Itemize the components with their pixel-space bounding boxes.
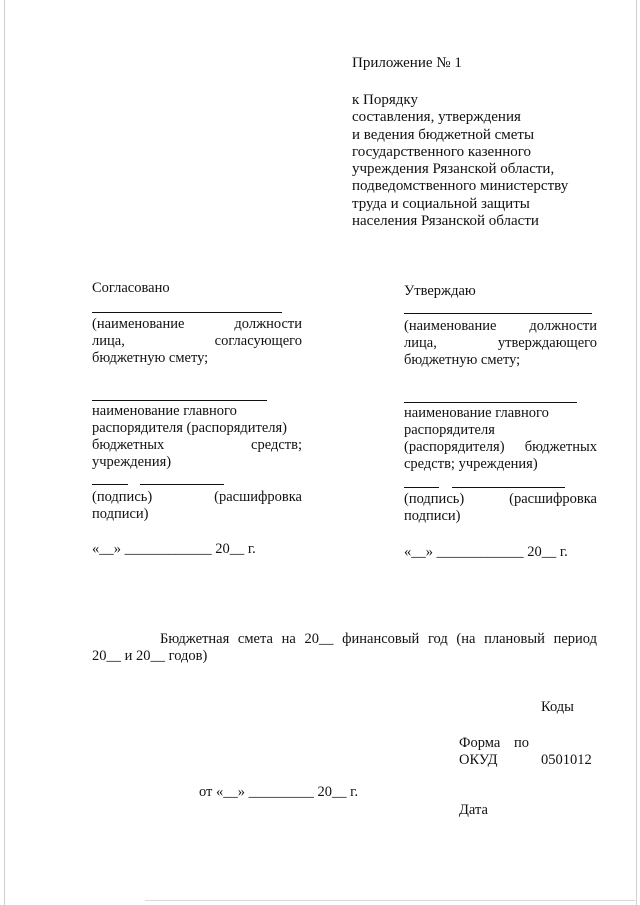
appendix-block — [352, 55, 462, 72]
caption-line: подписи) — [404, 508, 461, 524]
approve-date: «__» ____________ 20__ г. — [404, 544, 568, 560]
approve-signature-line — [404, 487, 439, 488]
appendix-lines — [352, 92, 568, 230]
appendix-line: подведомственного министерству — [352, 178, 569, 195]
caption-line: подписи) — [92, 506, 149, 522]
appendix-line: населения Рязанской области — [352, 213, 539, 230]
okud-code: 0501012 — [541, 752, 592, 768]
approve-signature-caption — [404, 491, 597, 525]
page-edge-left — [4, 0, 5, 905]
form-label — [459, 735, 529, 769]
agreed-heading: Согласовано — [92, 280, 170, 296]
okud-label: ОКУД — [459, 752, 498, 768]
agreed-position-caption — [92, 316, 302, 367]
caption-line: (наименование должности — [404, 318, 597, 334]
caption-line: бюджетную смету; — [92, 350, 209, 366]
approve-heading: Утверждаю — [404, 283, 476, 299]
form-label-line: Форма по — [459, 735, 529, 751]
page-edge-right — [636, 0, 637, 905]
caption-line: лица, согласующего — [92, 333, 302, 349]
agreed-manager-caption — [92, 403, 302, 471]
caption-line: бюджетных средств; — [92, 437, 302, 453]
approve-signature-decode-line — [452, 487, 565, 488]
agreed-signature-decode-line — [140, 484, 224, 485]
approve-manager-caption — [404, 405, 597, 473]
caption-line: бюджетную смету; — [404, 352, 521, 368]
appendix-line: труда и социальной защиты — [352, 195, 530, 212]
codes-heading: Коды — [541, 699, 574, 715]
caption-line: распорядителя — [404, 422, 495, 438]
budget-title — [160, 631, 597, 648]
approve-manager-line — [404, 402, 577, 403]
appendix-title: Приложение № 1 — [352, 55, 462, 71]
caption-line: учреждения) — [92, 454, 172, 470]
date-label: Дата — [459, 802, 488, 818]
caption-line: средств; учреждения) — [404, 456, 538, 472]
agreed-date: «__» ____________ 20__ г. — [92, 541, 256, 557]
appendix-line: и ведения бюджетной сметы — [352, 126, 535, 143]
appendix-line: к Порядку — [352, 92, 418, 108]
caption-line: (наименование должности — [92, 316, 302, 332]
caption-line: наименование главного — [404, 405, 549, 421]
appendix-line: составления, утверждения — [352, 109, 521, 126]
agreed-manager-line — [92, 400, 267, 401]
appendix-line: государственного казенного — [352, 143, 532, 160]
approve-position-line — [404, 313, 592, 314]
caption-line: (подпись) (расшифровка — [92, 489, 302, 505]
agreed-signature-line — [92, 484, 128, 485]
agreed-signature-caption — [92, 489, 302, 523]
from-date: от «__» _________ 20__ г. — [199, 784, 359, 800]
caption-line: (подпись) (расшифровка — [404, 491, 597, 507]
caption-line: распорядителя (распорядителя) — [92, 420, 288, 436]
budget-title-line-2: 20__ и 20__ годов) — [92, 648, 208, 664]
appendix-line: учреждения Рязанской области, — [352, 161, 555, 178]
page-bottom-line — [145, 900, 635, 901]
caption-line: лица, утверждающего — [404, 335, 597, 351]
agreed-position-line — [92, 312, 282, 313]
budget-title-line: Бюджетная смета на 20__ финансовый год (на плановый период — [160, 631, 597, 647]
caption-line: (распорядителя) бюджетных — [404, 439, 597, 455]
caption-line: наименование главного — [92, 403, 237, 419]
approve-position-caption — [404, 318, 597, 369]
